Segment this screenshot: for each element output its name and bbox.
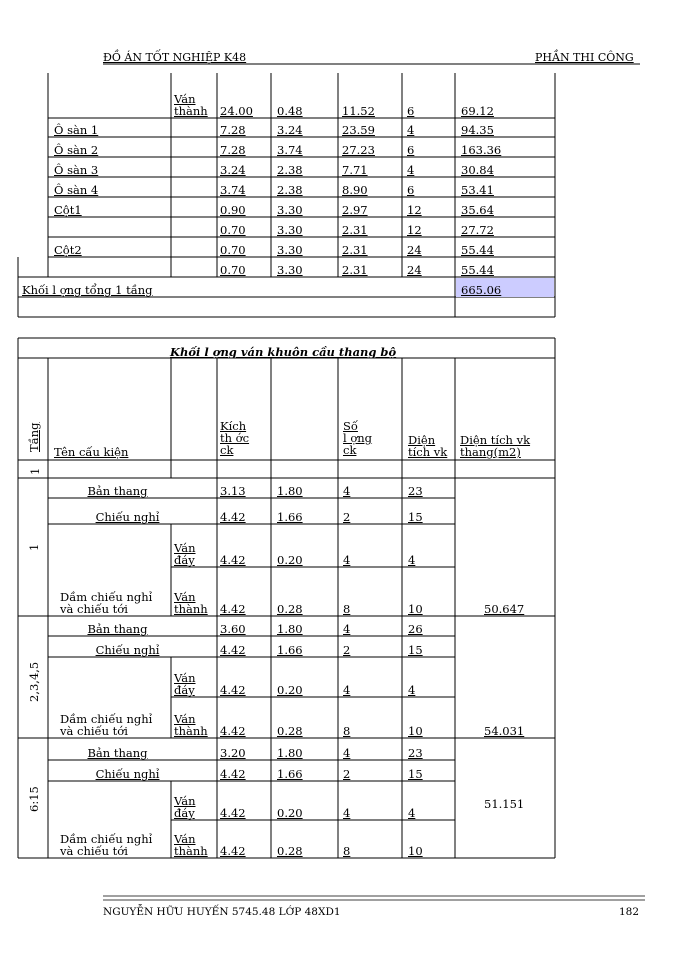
dim-b: 1.80 — [277, 746, 303, 760]
dim-a: 4.42 — [220, 602, 246, 616]
count: 2 — [343, 510, 351, 524]
dim-a: 4.42 — [220, 683, 246, 697]
count: 12 — [407, 203, 422, 217]
dim-b: 3.30 — [277, 223, 303, 237]
row-total: 94.35 — [461, 123, 494, 137]
area-single: 8.90 — [342, 183, 368, 197]
dim-b: 3.30 — [277, 243, 303, 257]
dim-b: 0.20 — [277, 806, 303, 820]
header-quantity: Số — [343, 419, 358, 433]
dim-a: 4.42 — [220, 767, 246, 781]
formwork-type: đáy — [174, 683, 195, 697]
count: 4 — [343, 622, 351, 636]
area: 4 — [408, 806, 416, 820]
dim-b: 3.74 — [277, 143, 303, 157]
dim-b: 0.20 — [277, 553, 303, 567]
dim-a: 7.28 — [220, 143, 246, 157]
header-stair-area: Diện tích vk — [460, 433, 531, 447]
area: 15 — [408, 767, 423, 781]
component-name: Chiếu nghỉ — [95, 510, 160, 524]
dim-a: 4.42 — [220, 844, 246, 858]
component-name: Dầm chiếu nghỉ — [60, 590, 153, 604]
header-dimension: ck — [220, 443, 234, 457]
row-total: 30.84 — [461, 163, 494, 177]
dim-a: 24.00 — [220, 104, 253, 118]
dim-a: 0.70 — [220, 243, 246, 257]
row-total: 35.64 — [461, 203, 494, 217]
component-name: Cột2 — [54, 243, 82, 257]
dim-b: 1.66 — [277, 767, 303, 781]
component-name: Dầm chiếu nghỉ — [60, 832, 153, 846]
group-total: 54.031 — [484, 724, 525, 738]
area-single: 7.71 — [342, 163, 368, 177]
header-floor: Tầng — [27, 422, 41, 452]
component-name: và chiếu tới — [60, 844, 128, 858]
dim-a: 3.60 — [220, 622, 246, 636]
formwork-type: Ván — [174, 92, 196, 106]
group-total: 51.151 — [484, 797, 525, 811]
component-name: Chiếu nghỉ — [95, 767, 160, 781]
formwork-type: thành — [174, 104, 208, 118]
group-total: 50.647 — [484, 602, 525, 616]
component-name: Ô sàn 2 — [54, 143, 99, 157]
formwork-type: Ván — [174, 671, 196, 685]
area: 23 — [408, 746, 423, 760]
dim-b: 1.80 — [277, 622, 303, 636]
count: 12 — [407, 223, 422, 237]
header-dimension: Kích — [220, 419, 247, 433]
count: 8 — [343, 602, 351, 616]
count: 4 — [407, 123, 415, 137]
area-single: 23.59 — [342, 123, 375, 137]
area: 10 — [408, 844, 423, 858]
index-row-floor: 1 — [28, 467, 42, 475]
header-dimension: th ớc — [220, 431, 250, 445]
area-single: 2.31 — [342, 263, 368, 277]
dim-a: 4.42 — [220, 806, 246, 820]
total-value: 665.06 — [461, 283, 502, 297]
count: 24 — [407, 263, 422, 277]
count: 24 — [407, 243, 422, 257]
count: 6 — [407, 143, 415, 157]
dim-a: 3.20 — [220, 746, 246, 760]
footer-author: NGUYỄN HỮU HUYẾN 5745.48 LỚP 48XD1 — [103, 906, 341, 918]
dim-a: 4.42 — [220, 724, 246, 738]
formwork-type: đáy — [174, 806, 195, 820]
formwork-type: Ván — [174, 794, 196, 808]
component-name: và chiếu tới — [60, 724, 128, 738]
area: 4 — [408, 553, 416, 567]
floor-label: 1 — [27, 543, 41, 551]
area: 15 — [408, 643, 423, 657]
count: 4 — [343, 683, 351, 697]
header-stair-area: thang(m2) — [460, 445, 521, 459]
header-component: Tên cấu kiện — [54, 445, 129, 459]
area: 23 — [408, 484, 423, 498]
component-name: Ô sàn 3 — [54, 163, 99, 177]
formwork-type: Ván — [174, 590, 196, 604]
dim-a: 4.42 — [220, 643, 246, 657]
area-single: 2.31 — [342, 223, 368, 237]
formwork-type: thành — [174, 844, 208, 858]
dim-b: 0.28 — [277, 602, 303, 616]
dim-b: 0.48 — [277, 104, 303, 118]
count: 6 — [407, 183, 415, 197]
area-single: 2.97 — [342, 203, 368, 217]
header-right: PHẦN THI CÔNG — [535, 51, 634, 64]
dim-b: 3.30 — [277, 203, 303, 217]
component-name: Ô sàn 4 — [54, 183, 99, 197]
header-area: Diện — [408, 433, 436, 447]
component-name: và chiếu tới — [60, 602, 128, 616]
component-name: Ô sàn 1 — [54, 123, 99, 137]
dim-a: 0.70 — [220, 223, 246, 237]
dim-b: 3.24 — [277, 123, 303, 137]
component-name: Chiếu nghỉ — [95, 643, 160, 657]
header-quantity: ck — [343, 443, 357, 457]
floor-label: 6:15 — [27, 786, 41, 812]
dim-b: 1.66 — [277, 643, 303, 657]
formwork-type: Ván — [174, 712, 196, 726]
total-label: Khối l ợng tổng 1 tầng — [22, 283, 153, 297]
count: 2 — [343, 767, 351, 781]
dim-a: 7.28 — [220, 123, 246, 137]
count: 8 — [343, 844, 351, 858]
count: 6 — [407, 104, 415, 118]
dim-b: 0.28 — [277, 724, 303, 738]
formwork-type: Ván — [174, 832, 196, 846]
header-quantity: l ợng — [343, 431, 373, 445]
row-total: 55.44 — [461, 243, 494, 257]
formwork-type: Ván — [174, 541, 196, 555]
count: 4 — [343, 806, 351, 820]
dim-b: 3.30 — [277, 263, 303, 277]
header-left: ĐỒ ÁN TỐT NGHIỆP K48 — [103, 51, 247, 64]
area: 10 — [408, 724, 423, 738]
dim-b: 0.28 — [277, 844, 303, 858]
dim-b: 2.38 — [277, 183, 303, 197]
dim-a: 0.90 — [220, 203, 246, 217]
row-total: 27.72 — [461, 223, 494, 237]
row-total: 163.36 — [461, 143, 502, 157]
table-title: Khối l ợng ván khuôn cầu thang bộ — [170, 345, 397, 359]
area: 10 — [408, 602, 423, 616]
dim-a: 4.42 — [220, 510, 246, 524]
area: 15 — [408, 510, 423, 524]
count: 4 — [343, 484, 351, 498]
dim-b: 2.38 — [277, 163, 303, 177]
count: 2 — [343, 643, 351, 657]
dim-b: 1.66 — [277, 510, 303, 524]
dim-a: 3.24 — [220, 163, 246, 177]
component-name: Cột1 — [54, 203, 82, 217]
dim-a: 3.13 — [220, 484, 246, 498]
dim-b: 0.20 — [277, 683, 303, 697]
area: 4 — [408, 683, 416, 697]
count: 4 — [343, 746, 351, 760]
header-area: tích vk — [408, 445, 448, 459]
count: 4 — [343, 553, 351, 567]
area-single: 11.52 — [342, 104, 375, 118]
component-name: Bản thang — [87, 746, 148, 760]
component-name: Bản thang — [87, 622, 148, 636]
row-total: 53.41 — [461, 183, 494, 197]
dim-b: 1.80 — [277, 484, 303, 498]
dim-a: 4.42 — [220, 553, 246, 567]
row-total: 69.12 — [461, 104, 494, 118]
count: 8 — [343, 724, 351, 738]
page-number: 182 — [619, 906, 640, 918]
area-single: 2.31 — [342, 243, 368, 257]
dim-a: 3.74 — [220, 183, 246, 197]
formwork-type: đáy — [174, 553, 195, 567]
area: 26 — [408, 622, 423, 636]
count: 4 — [407, 163, 415, 177]
formwork-type: thành — [174, 602, 208, 616]
row-total: 55.44 — [461, 263, 494, 277]
floor-label: 2,3,4,5 — [27, 661, 41, 702]
formwork-type: thành — [174, 724, 208, 738]
dim-a: 0.70 — [220, 263, 246, 277]
component-name: Bản thang — [87, 484, 148, 498]
area-single: 27.23 — [342, 143, 375, 157]
component-name: Dầm chiếu nghỉ — [60, 712, 153, 726]
